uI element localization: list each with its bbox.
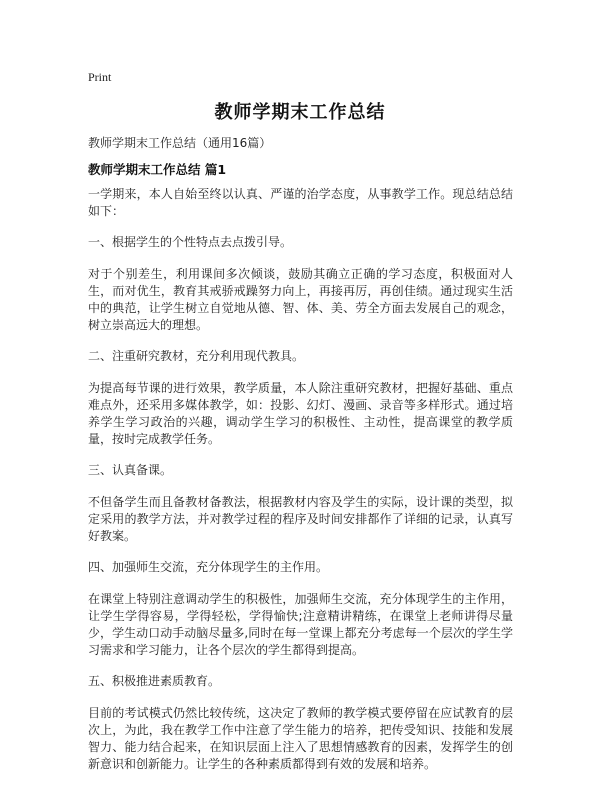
- document-subtitle: 教师学期末工作总结（通用16篇）: [88, 136, 272, 150]
- document-body: [88, 186, 513, 787]
- paragraph-2: 为提高每节课的进行效果，教学质量，本人除注重研究教材，把握好基础、重点难点外，还采用多媒体教学，如：投影、幻灯、漫画、录音等多样形式。通过培养学生学习政治的兴趣，调动学生学习的积极性、主动性，提高课堂的教学质量，按时完成教学任务。: [88, 381, 513, 446]
- paragraph-3: 不但备学生而且备教材备教法，根据教材内容及学生的实际，设计课的类型，拟定采用的教学方法，并对教学过程的程序及时间安排都作了详细的记录，认真写好教案。: [88, 495, 513, 543]
- heading-1: 一、根据学生的个性特点去点拨引导。: [88, 235, 293, 249]
- heading-3: 三、认真备课。: [88, 463, 173, 477]
- paragraph-intro: 一学期来，本人自始至终以认真、严谨的治学态度，从事教学工作。现总结总结如下：: [88, 187, 513, 218]
- paragraph-5: 目前的考试模式仍然比较传统，这决定了教师的教学模式要停留在应试教育的层次上，为此，我在教学工作中注意了学生能力的培养，把传受知识、技能和发展智力、能力结合起来，在知识层面上注入了思想情感教育的因素，发挥学生的创新意识和创新能力。让学生的各种素质都得到有效的发展和培养。: [88, 706, 513, 771]
- section-title: 教师学期末工作总结 篇1: [88, 162, 227, 177]
- heading-5: 五、积极推进素质教育。: [88, 674, 221, 688]
- paragraph-4: 在课堂上特别注意调动学生的积极性，加强师生交流，充分体现学生的主作用，让学生学得容易，学得轻松，学得愉快;注意精讲精练，在课堂上老师讲得尽量少，学生动口动手动脑尽量多,同时在每一堂课上都充分考虑每一个层次的学生学习需求和学习能力，让各个层次的学生都得到提高。: [88, 592, 513, 657]
- heading-2: 二、注重研究教材，充分利用现代教具。: [88, 349, 305, 363]
- print-label[interactable]: Print: [88, 70, 112, 84]
- page-title: 教师学期末工作总结: [214, 102, 386, 123]
- heading-4: 四、加强师生交流，充分体现学生的主作用。: [88, 560, 329, 574]
- paragraph-1: 对于个别差生，利用课间多次倾谈，鼓励其确立正确的学习态度，积极面对人生，而对优生，教育其戒骄戒躁努力向上，再接再厉，再创佳绩。通过现实生活中的典范，让学生树立自觉地从德、智、体、美、劳全方面去发展自己的观念，树立崇高远大的理想。: [88, 267, 513, 332]
